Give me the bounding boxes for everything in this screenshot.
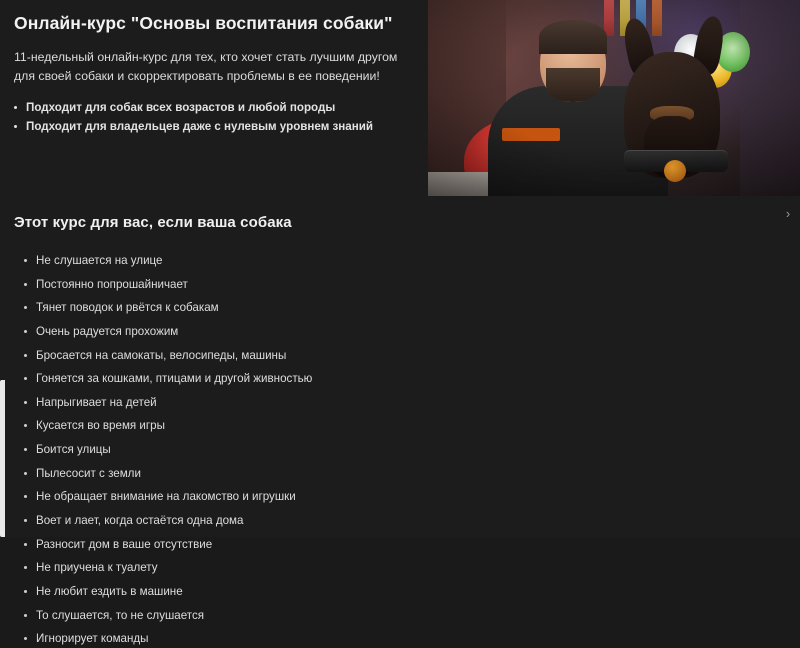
list-item: Не любит ездить в машине xyxy=(36,584,786,600)
left-edge-handle[interactable] xyxy=(0,380,5,537)
hero-text-column xyxy=(0,0,428,196)
page-title: Онлайн-курс "Основы воспитания собаки" xyxy=(14,13,393,33)
symptoms-list xyxy=(0,253,800,648)
list-item: Воет и лает, когда остаётся одна дома xyxy=(36,513,786,529)
trainer-with-doberman-photo xyxy=(428,0,800,196)
photo-vignette xyxy=(428,0,800,196)
list-item: Подходит для собак всех возрастов и любой породы xyxy=(14,100,410,117)
section-header xyxy=(0,196,800,237)
list-item: Подходит для владельцев даже с нулевым уровнем знаний xyxy=(14,119,410,136)
hero-highlights-list xyxy=(14,100,410,136)
list-item: Бросается на самокаты, велосипеды, машины xyxy=(36,348,786,364)
list-item: Кусается во время игры xyxy=(36,418,786,434)
list-item: Не обращает внимание на лакомство и игрушки xyxy=(36,489,786,505)
list-item: Разносит дом в ваше отсутствие xyxy=(36,537,786,553)
list-item: Не слушается на улице xyxy=(36,253,786,269)
course-description: 11-недельный онлайн-курс для тех, кто хочет стать лучшим другом для своей собаки и скорректировать проблемы в ее поведении! xyxy=(14,50,398,84)
hero-section xyxy=(0,0,800,196)
list-item: Боится улицы xyxy=(36,442,786,458)
list-item: Постоянно попрошайничает xyxy=(36,277,786,293)
list-item: Гоняется за кошками, птицами и другой живностью xyxy=(36,371,786,387)
chevron-right-icon[interactable]: › xyxy=(785,206,791,221)
section-heading: Этот курс для вас, если ваша собака xyxy=(14,214,292,231)
list-item: Пылесосит с земли xyxy=(36,466,786,482)
list-item: Игнорирует команды xyxy=(36,631,786,647)
list-item: Не приучена к туалету xyxy=(36,560,786,576)
list-item: Очень радуется прохожим xyxy=(36,324,786,340)
list-item: Тянет поводок и рвётся к собакам xyxy=(36,300,786,316)
list-item: Напрыгивает на детей xyxy=(36,395,786,411)
list-item: То слушается, то не слушается xyxy=(36,608,786,624)
